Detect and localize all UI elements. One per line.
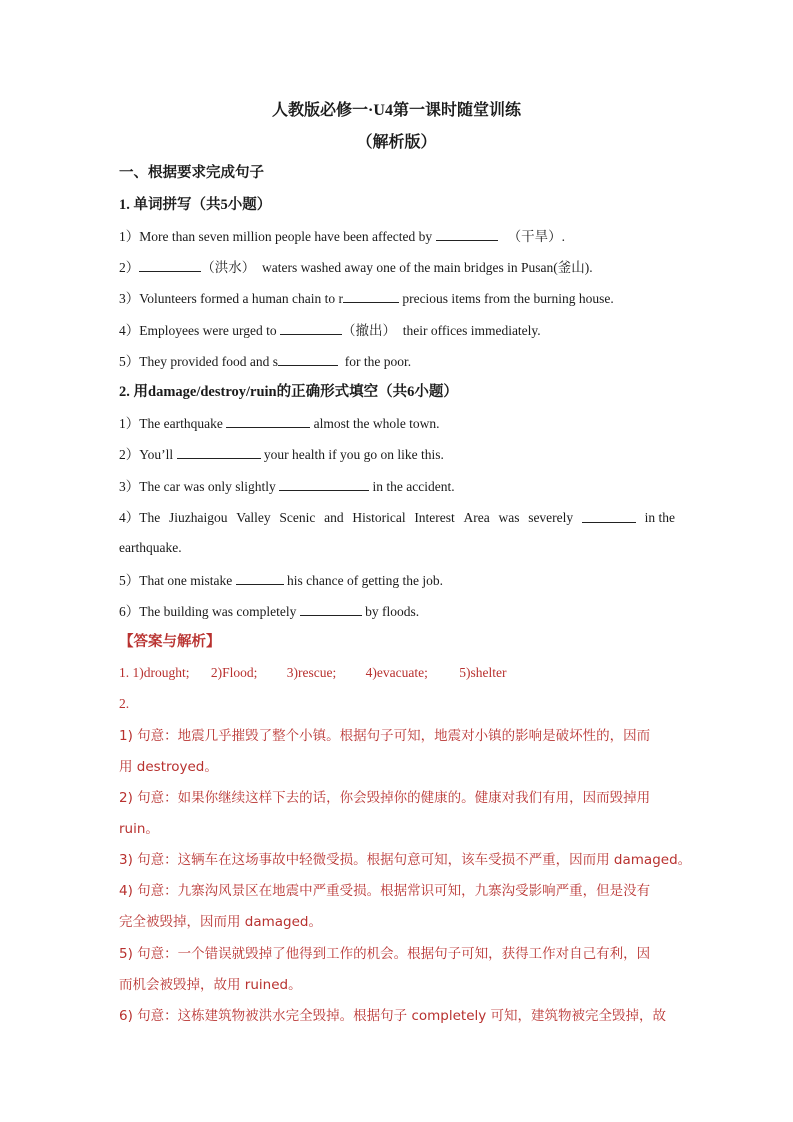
question-text-end: almost the whole town. (313, 416, 440, 431)
section-heading: 一、根据要求完成句子 (119, 165, 264, 181)
question-1-4 (119, 320, 541, 341)
answer-item: 1)drought; (132, 665, 190, 680)
question-number: 6） (119, 604, 140, 619)
question-text: You’ll (139, 447, 174, 462)
question-text: Employees were urged to (139, 323, 277, 338)
question-text-end: your health if you go on like this. (263, 447, 444, 462)
question-number: 5） (119, 354, 140, 369)
question-number: 4） (119, 510, 140, 525)
question-word: The (139, 510, 161, 525)
question-word: Valley (236, 510, 271, 525)
answer-item: 4)evacuate; (365, 665, 428, 680)
document-title: 人教版必修一·U4第一课时随堂训练 (272, 102, 521, 119)
question-2-3 (119, 476, 455, 497)
question-number: 2） (119, 260, 140, 275)
question-text: The earthquake (139, 416, 223, 431)
answers-part2-number: 2. (119, 696, 130, 711)
answer-blank[interactable] (236, 570, 284, 585)
answer-blank[interactable] (300, 601, 362, 616)
answer-blank[interactable] (226, 413, 310, 428)
question-2-4 (119, 508, 675, 528)
answer-item: 5)shelter (459, 665, 507, 680)
question-2-4-continued: earthquake. (119, 540, 182, 555)
question-word: severely (528, 510, 574, 525)
question-text-end: （干旱）. (507, 229, 566, 244)
question-text-end: in the (644, 510, 675, 525)
question-number: 4） (119, 323, 140, 338)
answer-blank[interactable] (139, 257, 201, 272)
answer-blank[interactable] (436, 226, 498, 241)
question-text: That one mistake (139, 573, 233, 588)
explanation-line: 2) 句意：如果你继续这样下去的话，你会毁掉你的健康的。健康对我们有用，因而毁掉用 (119, 790, 651, 806)
question-1-1 (119, 226, 565, 247)
question-text: The car was only slightly (139, 479, 276, 494)
question-number: 3） (119, 291, 140, 306)
answer-item: 2)Flood; (210, 665, 258, 680)
question-hint: （洪水） (201, 260, 256, 275)
question-text-end: in the accident. (372, 479, 455, 494)
answer-blank[interactable] (343, 288, 399, 303)
question-text-end: his chance of getting the job. (286, 573, 443, 588)
question-text: waters washed away one of the main bridges in Pusan(釜山). (262, 260, 593, 275)
question-text-end: for the poor. (344, 354, 412, 369)
explanation-line: 3) 句意：这辆车在这场事故中轻微受损。根据句意可知，该车受损不严重，因而用 damaged。 (119, 852, 692, 868)
question-word: Area (463, 510, 490, 525)
question-text: The building was completely (139, 604, 297, 619)
question-word: and (324, 510, 344, 525)
question-number: 2） (119, 447, 140, 462)
question-number: 1） (119, 229, 140, 244)
question-2-1 (119, 413, 440, 434)
question-hint: （撤出） (341, 323, 396, 338)
question-word: was (498, 510, 520, 525)
question-text-end: by floods. (365, 604, 420, 619)
question-text: More than seven million people have been affected by (139, 229, 433, 244)
question-number: 1） (119, 416, 140, 431)
answer-blank[interactable] (278, 351, 338, 366)
question-text-end: their offices immediately. (402, 323, 541, 338)
question-text-end: precious items from the burning house. (402, 291, 614, 306)
explanation-line: 5) 句意：一个错误就毁掉了他得到工作的机会。根据句子可知，获得工作对自己有利，因 (119, 946, 651, 962)
explanation-line: ruin。 (119, 821, 159, 837)
answers-heading: 【答案与解析】 (119, 634, 221, 650)
explanation-line: 用 destroyed。 (119, 759, 218, 775)
answers-part1 (119, 663, 506, 683)
question-number: 3） (119, 479, 140, 494)
question-text: Volunteers formed a human chain to r (139, 291, 343, 306)
explanation-line: 1) 句意：地震几乎摧毁了整个小镇。根据句子可知，地震对小镇的影响是破坏性的，因而 (119, 728, 651, 744)
question-number: 5） (119, 573, 140, 588)
document-subtitle: （解析版） (356, 134, 437, 151)
question-2-2 (119, 444, 444, 465)
answer-blank[interactable] (279, 476, 369, 491)
question-word: Scenic (279, 510, 316, 525)
question-text: They provided food and s (139, 354, 278, 369)
question-word: Interest (414, 510, 455, 525)
explanation-line: 而机会被毁掉，故用 ruined。 (119, 977, 302, 993)
part1-heading: 1. 单词拼写（共5小题） (119, 197, 272, 213)
explanation-line: 完全被毁掉，因而用 damaged。 (119, 914, 323, 930)
question-word: Historical (352, 510, 406, 525)
answer-blank[interactable] (582, 508, 636, 523)
answer-part-number: 1. (119, 665, 130, 680)
question-1-5 (119, 351, 411, 372)
explanation-line: 6) 句意：这栋建筑物被洪水完全毁掉。根据句子 completely 可知，建筑物被完全毁掉，故 (119, 1008, 667, 1024)
question-1-2 (119, 257, 593, 278)
explanation-line: 4) 句意：九寨沟风景区在地震中严重受损。根据常识可知，九寨沟受影响严重，但是没有 (119, 883, 651, 899)
question-word: Jiuzhaigou (168, 510, 228, 525)
answer-blank[interactable] (177, 444, 261, 459)
question-1-3 (119, 288, 614, 309)
question-2-6 (119, 601, 419, 622)
question-2-5 (119, 570, 443, 591)
answer-item: 3)rescue; (286, 665, 337, 680)
answer-blank[interactable] (280, 320, 342, 335)
part2-heading: 2. 用damage/destroy/ruin的正确形式填空（共6小题） (119, 384, 458, 400)
